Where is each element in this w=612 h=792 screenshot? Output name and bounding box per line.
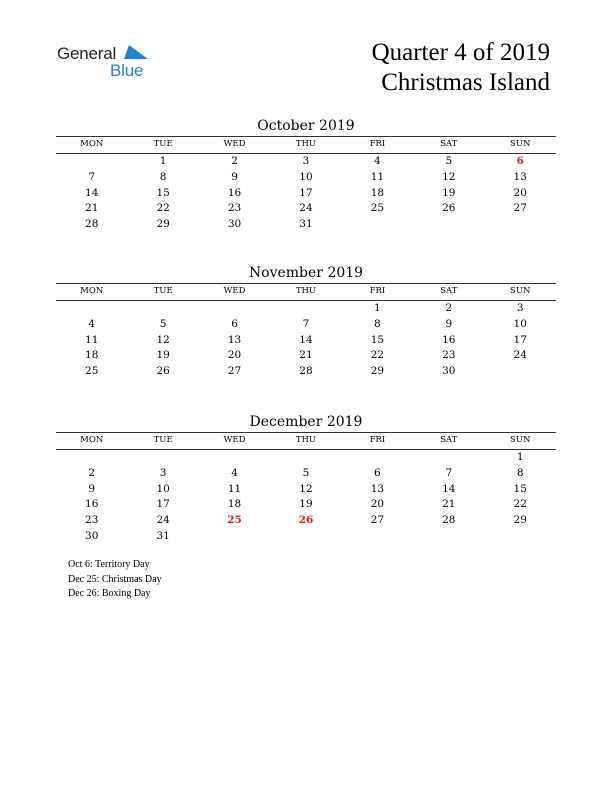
day-cell: 15 [513,482,527,495]
day-cell: 26 [442,202,456,215]
day-cell: 4 [88,317,96,330]
day-cell: 12 [156,333,170,346]
day-cell: 24 [156,514,170,527]
day-cell: 28 [85,218,99,231]
day-cell: 31 [156,529,170,542]
month-november [56,263,556,380]
day-cell: 11 [85,333,99,346]
day-cell: 13 [513,170,527,183]
day-cell: 15 [156,186,170,199]
weekday-header [56,284,556,300]
day-cell: 2 [231,155,238,167]
empty-day-cell [199,301,270,317]
day-cell: 9 [445,317,453,330]
day-cell: 2 [445,302,453,314]
day-cell: 7 [88,170,96,183]
weekday-label: SAT [440,435,458,445]
logo-word-blue: Blue [110,61,144,80]
day-cell: 9 [231,170,238,183]
empty-day-cell [342,217,413,233]
holiday-note: Dec 25: Christmas Day [68,573,162,585]
day-cell: 20 [227,349,242,362]
page-title-country: Christmas Island [381,69,550,96]
day-cell: 5 [159,317,167,330]
day-cell: 8 [374,317,381,330]
day-cell: 7 [302,317,310,330]
day-cell: 31 [299,218,313,231]
day-cell: 25 [85,365,99,378]
day-cell: 25 [370,202,385,215]
day-cell: 14 [299,333,313,346]
day-cell: 7 [445,466,453,479]
weekday-label: WED [223,286,246,296]
day-cell: 27 [227,365,242,378]
day-cell: 11 [227,482,242,495]
day-cell: 22 [513,498,527,511]
day-cell: 2 [88,466,96,479]
weekday-label: FRI [369,139,386,149]
day-cell: 17 [513,333,527,346]
empty-day-cell [485,529,556,545]
day-cell: 30 [85,529,99,542]
weekday-label: MON [80,286,104,296]
day-cell: 27 [513,202,527,215]
day-grid [56,450,556,545]
holiday-note: Dec 26: Boxing Day [68,588,151,599]
month-title: December 2019 [249,414,363,430]
holiday-day-cell: 25 [227,514,242,527]
day-cell: 24 [299,202,313,215]
day-cell: 20 [370,498,385,511]
month-title: October 2019 [257,118,355,134]
weekday-label: MON [80,139,104,149]
day-cell: 1 [374,302,381,314]
month-title: November 2019 [248,265,364,281]
weekday-label: THU [295,435,317,445]
month-december [56,412,556,545]
day-cell: 5 [445,155,453,167]
day-cell: 21 [442,498,456,511]
day-cell: 28 [299,365,313,378]
day-cell: 9 [88,482,96,495]
day-cell: 3 [159,466,167,479]
day-cell: 29 [156,218,170,231]
day-cell: 21 [85,202,99,215]
day-cell: 17 [156,498,170,511]
empty-day-cell [127,450,198,466]
day-cell: 14 [85,186,99,199]
empty-day-cell [270,529,341,545]
day-cell: 6 [374,466,381,479]
weekday-label: WED [223,435,246,445]
holiday-day-cell: 26 [298,514,314,527]
day-cell: 29 [513,514,527,527]
day-cell: 16 [227,186,242,199]
day-cell: 12 [442,170,456,183]
weekday-label: MON [80,435,104,445]
weekday-label: TUE [153,286,173,296]
day-cell: 22 [370,349,385,362]
day-cell: 5 [302,466,310,479]
day-cell: 19 [156,349,170,362]
holiday-note: Oct 6: Territory Day [68,559,150,570]
holiday-day-cell: 6 [516,155,524,167]
empty-day-cell [270,301,341,317]
empty-day-cell [270,450,341,466]
holiday-notes [68,558,162,602]
empty-day-cell [199,529,270,545]
empty-day-cell [413,217,484,233]
day-cell: 4 [374,155,381,167]
weekday-header [56,433,556,449]
day-cell: 1 [516,451,524,463]
weekday-label: SAT [440,286,458,296]
day-cell: 30 [227,218,242,231]
weekday-label: SUN [510,286,531,296]
day-cell: 12 [299,482,313,495]
day-cell: 19 [442,186,456,199]
day-cell: 3 [302,155,310,167]
day-cell: 11 [370,170,385,183]
day-cell: 26 [156,365,170,378]
day-cell: 20 [513,186,527,199]
weekday-label: FRI [369,286,386,296]
day-cell: 28 [442,514,456,527]
empty-day-cell [413,529,484,545]
empty-day-cell [127,301,198,317]
day-cell: 8 [516,466,524,479]
empty-day-cell [485,217,556,233]
weekday-label: TUE [153,139,173,149]
day-cell: 23 [85,514,99,527]
day-cell: 29 [370,365,385,378]
day-cell: 14 [442,482,456,495]
day-grid [56,154,556,233]
day-cell: 24 [513,349,527,362]
day-cell: 18 [370,186,385,199]
weekday-label: THU [295,286,317,296]
day-cell: 3 [516,302,524,314]
weekday-label: TUE [153,435,173,445]
empty-day-cell [413,450,484,466]
empty-day-cell [56,301,127,317]
logo-triangle-icon [124,45,148,61]
empty-day-cell [199,450,270,466]
day-cell: 22 [156,202,170,215]
day-cell: 17 [299,186,313,199]
logo-word-general: General [57,44,117,63]
day-cell: 13 [370,482,385,495]
empty-day-cell [485,364,556,380]
month-october [56,116,556,233]
day-grid [56,301,556,380]
day-cell: 16 [442,333,456,346]
empty-day-cell [342,450,413,466]
day-cell: 16 [85,498,99,511]
day-cell: 10 [156,482,170,495]
weekday-label: WED [223,139,246,149]
weekday-label: THU [295,139,317,149]
weekday-label: SAT [440,139,458,149]
day-cell: 21 [299,349,313,362]
day-cell: 8 [159,170,167,183]
day-cell: 6 [231,317,238,330]
weekday-header [56,137,556,153]
day-cell: 1 [159,155,167,167]
weekday-label: FRI [369,435,386,445]
empty-day-cell [342,529,413,545]
day-cell: 18 [227,498,242,511]
day-cell: 30 [442,365,456,378]
day-cell: 10 [513,317,527,330]
day-cell: 18 [85,349,99,362]
day-cell: 19 [299,498,313,511]
empty-day-cell [56,154,127,170]
weekday-label: SUN [510,435,531,445]
generalblue-logo [57,44,157,84]
page-title-quarter: Quarter 4 of 2019 [371,39,550,66]
day-cell: 27 [370,514,385,527]
day-cell: 23 [227,202,242,215]
day-cell: 13 [227,333,242,346]
day-cell: 4 [231,466,238,479]
day-cell: 10 [299,170,313,183]
weekday-label: SUN [510,139,531,149]
day-cell: 23 [442,349,456,362]
empty-day-cell [56,450,127,466]
day-cell: 15 [370,333,385,346]
